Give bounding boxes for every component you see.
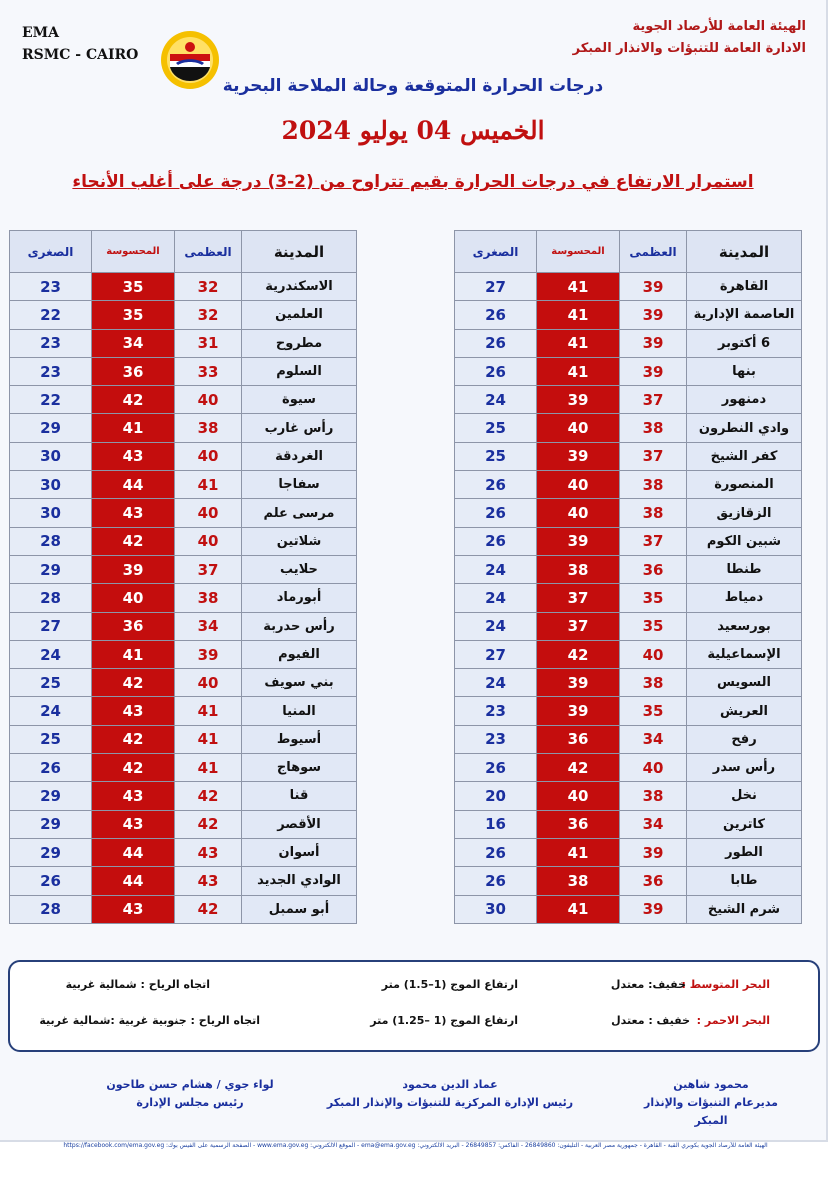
max-temp-cell: 32: [175, 273, 242, 301]
min-temp-cell: 20: [455, 782, 537, 810]
city-cell: مرسى علم: [242, 499, 357, 527]
temperature-table-left: [9, 230, 357, 924]
org-abbrev: EMA: [22, 25, 60, 41]
min-temp-cell: 23: [455, 697, 537, 725]
min-temp-cell: 24: [455, 555, 537, 583]
city-cell: رأس سدر: [687, 754, 802, 782]
max-temp-cell: 33: [175, 357, 242, 385]
feels-like-cell: 42: [92, 669, 175, 697]
min-temp-cell: 26: [455, 357, 537, 385]
org-name: الهيئة العامة للأرصاد الجوية: [632, 19, 806, 34]
max-temp-cell: 41: [175, 754, 242, 782]
header-city: المدينة: [687, 231, 802, 273]
table-header-row: [10, 231, 357, 273]
min-temp-cell: 29: [10, 555, 92, 583]
table-row: [455, 725, 802, 753]
table-row: [10, 838, 357, 866]
city-cell: الغردقة: [242, 442, 357, 470]
table-row: [455, 555, 802, 583]
table-row: [10, 329, 357, 357]
table-row: [455, 301, 802, 329]
table-row: [10, 442, 357, 470]
city-cell: طنطا: [687, 555, 802, 583]
max-temp-cell: 40: [175, 669, 242, 697]
department-name: الادارة العامة للتنبؤات والانذار المبكر: [572, 41, 806, 56]
org-header-english: [22, 22, 138, 66]
city-cell: بنها: [687, 357, 802, 385]
max-temp-cell: 38: [620, 471, 687, 499]
feels-like-cell: 44: [92, 471, 175, 499]
min-temp-cell: 26: [455, 329, 537, 357]
city-cell: بني سويف: [242, 669, 357, 697]
max-temp-cell: 43: [175, 838, 242, 866]
max-temp-cell: 38: [620, 782, 687, 810]
table-row: [455, 584, 802, 612]
min-temp-cell: 23: [10, 357, 92, 385]
min-temp-cell: 22: [10, 301, 92, 329]
feels-like-cell: 39: [537, 442, 620, 470]
red-sea-label: البحر الاحمر :: [696, 1014, 770, 1027]
table-row: [10, 669, 357, 697]
min-temp-cell: 16: [455, 810, 537, 838]
table-row: [455, 499, 802, 527]
header-min: الصغرى: [10, 231, 92, 273]
red-sea-row: [10, 1014, 818, 1036]
med-sea-row: [10, 978, 818, 1000]
table-row: [455, 414, 802, 442]
signatory-name: محمود شاهين: [673, 1078, 749, 1091]
feels-like-cell: 40: [537, 471, 620, 499]
max-temp-cell: 39: [620, 895, 687, 923]
table-row: [10, 414, 357, 442]
feels-like-cell: 42: [92, 386, 175, 414]
city-cell: دمنهور: [687, 386, 802, 414]
header-max: العظمى: [620, 231, 687, 273]
min-temp-cell: 26: [455, 527, 537, 555]
min-temp-cell: 27: [455, 640, 537, 668]
table-row: [10, 810, 357, 838]
signatory-name: لواء جوي / هشام حسن طاحون: [106, 1078, 274, 1091]
feels-like-cell: 44: [92, 867, 175, 895]
table-row: [10, 640, 357, 668]
max-temp-cell: 31: [175, 329, 242, 357]
max-temp-cell: 34: [620, 810, 687, 838]
table-row: [455, 273, 802, 301]
table-row: [455, 867, 802, 895]
max-temp-cell: 39: [620, 357, 687, 385]
feels-like-cell: 41: [537, 838, 620, 866]
red-sea-wind: اتجاه الرياح : جنوبية غربية :شمالية غربية: [39, 1014, 260, 1027]
org-header-arabic: [573, 16, 806, 60]
signature-left: [95, 1076, 285, 1112]
max-temp-cell: 37: [175, 555, 242, 583]
med-sea-label: البحر المتوسط :: [681, 978, 770, 991]
city-cell: رأس غارب: [242, 414, 357, 442]
min-temp-cell: 23: [10, 273, 92, 301]
min-temp-cell: 24: [455, 386, 537, 414]
min-temp-cell: 26: [10, 867, 92, 895]
max-temp-cell: 39: [175, 640, 242, 668]
feels-like-cell: 39: [537, 697, 620, 725]
max-temp-cell: 39: [620, 329, 687, 357]
city-cell: طابا: [687, 867, 802, 895]
header-city: المدينة: [242, 231, 357, 273]
table-row: [10, 584, 357, 612]
temperature-table-right: [454, 230, 802, 924]
max-temp-cell: 35: [620, 697, 687, 725]
min-temp-cell: 22: [10, 386, 92, 414]
signature-center: [320, 1076, 580, 1112]
city-cell: بورسعيد: [687, 612, 802, 640]
feels-like-cell: 43: [92, 895, 175, 923]
min-temp-cell: 23: [10, 329, 92, 357]
table-row: [455, 697, 802, 725]
feels-like-cell: 43: [92, 782, 175, 810]
feels-like-cell: 42: [92, 527, 175, 555]
feels-like-cell: 42: [537, 640, 620, 668]
city-cell: الزقازيق: [687, 499, 802, 527]
table-row: [455, 329, 802, 357]
city-cell: دمياط: [687, 584, 802, 612]
red-sea-wave: ارتفاع الموج (1 –1.25) متر: [370, 1014, 518, 1027]
city-cell: شبين الكوم: [687, 527, 802, 555]
table-header-row: [455, 231, 802, 273]
table-row: [10, 725, 357, 753]
city-cell: كاترين: [687, 810, 802, 838]
city-cell: شرم الشيخ: [687, 895, 802, 923]
feels-like-cell: 42: [537, 754, 620, 782]
feels-like-cell: 39: [537, 386, 620, 414]
max-temp-cell: 36: [620, 867, 687, 895]
min-temp-cell: 24: [455, 584, 537, 612]
min-temp-cell: 24: [455, 612, 537, 640]
feels-like-cell: 36: [537, 725, 620, 753]
max-temp-cell: 40: [175, 442, 242, 470]
feels-like-cell: 40: [537, 782, 620, 810]
header-feel: المحسوسة: [537, 231, 620, 273]
marine-conditions-box: [8, 960, 820, 1052]
table-row: [455, 838, 802, 866]
table-row: [10, 754, 357, 782]
city-cell: رأس حدربة: [242, 612, 357, 640]
min-temp-cell: 28: [10, 895, 92, 923]
table-row: [455, 640, 802, 668]
feels-like-cell: 35: [92, 273, 175, 301]
min-temp-cell: 28: [10, 584, 92, 612]
feels-like-cell: 40: [537, 414, 620, 442]
table-row: [10, 301, 357, 329]
table-row: [10, 895, 357, 923]
max-temp-cell: 41: [175, 725, 242, 753]
feels-like-cell: 41: [92, 414, 175, 442]
table-row: [455, 442, 802, 470]
signatory-title: رئيس مجلس الإدارة: [136, 1096, 244, 1109]
max-temp-cell: 34: [620, 725, 687, 753]
table-row: [455, 612, 802, 640]
feels-like-cell: 39: [537, 669, 620, 697]
city-cell: الوادي الجديد: [242, 867, 357, 895]
min-temp-cell: 29: [10, 782, 92, 810]
max-temp-cell: 40: [175, 499, 242, 527]
city-cell: أبو سمبل: [242, 895, 357, 923]
city-cell: أبورماد: [242, 584, 357, 612]
max-temp-cell: 40: [175, 386, 242, 414]
min-temp-cell: 27: [455, 273, 537, 301]
max-temp-cell: 37: [620, 527, 687, 555]
min-temp-cell: 26: [455, 838, 537, 866]
min-temp-cell: 29: [10, 414, 92, 442]
min-temp-cell: 27: [10, 612, 92, 640]
city-cell: مطروح: [242, 329, 357, 357]
table-row: [10, 612, 357, 640]
feels-like-cell: 40: [537, 499, 620, 527]
min-temp-cell: 24: [10, 640, 92, 668]
feels-like-cell: 43: [92, 697, 175, 725]
city-cell: الفيوم: [242, 640, 357, 668]
min-temp-cell: 26: [10, 754, 92, 782]
city-cell: السلوم: [242, 357, 357, 385]
max-temp-cell: 37: [620, 442, 687, 470]
signature-right: [626, 1076, 796, 1130]
header-feel: المحسوسة: [92, 231, 175, 273]
feels-like-cell: 35: [92, 301, 175, 329]
feels-like-cell: 37: [537, 612, 620, 640]
table-row: [10, 357, 357, 385]
feels-like-cell: 41: [92, 640, 175, 668]
city-cell: القاهرة: [687, 273, 802, 301]
med-sea-wave: ارتفاع الموج (1–1.5) متر: [381, 978, 518, 991]
min-temp-cell: 25: [455, 414, 537, 442]
min-temp-cell: 26: [455, 301, 537, 329]
feels-like-cell: 41: [537, 301, 620, 329]
max-temp-cell: 41: [175, 697, 242, 725]
city-cell: المنيا: [242, 697, 357, 725]
max-temp-cell: 32: [175, 301, 242, 329]
city-cell: رفح: [687, 725, 802, 753]
feels-like-cell: 43: [92, 442, 175, 470]
forecast-date: الخميس 04 يوليو 2024: [281, 116, 545, 145]
max-temp-cell: 37: [620, 386, 687, 414]
table-row: [455, 357, 802, 385]
max-temp-cell: 39: [620, 301, 687, 329]
feels-like-cell: 38: [537, 867, 620, 895]
max-temp-cell: 35: [620, 584, 687, 612]
max-temp-cell: 42: [175, 895, 242, 923]
max-temp-cell: 36: [620, 555, 687, 583]
max-temp-cell: 38: [175, 414, 242, 442]
table-row: [455, 527, 802, 555]
feels-like-cell: 40: [92, 584, 175, 612]
table-row: [455, 386, 802, 414]
signatory-title: رئيس الإدارة المركزية للتنبؤات والإنذار المبكر: [326, 1096, 574, 1109]
min-temp-cell: 24: [10, 697, 92, 725]
max-temp-cell: 42: [175, 810, 242, 838]
city-cell: العلمين: [242, 301, 357, 329]
table-row: [455, 810, 802, 838]
feels-like-cell: 37: [537, 584, 620, 612]
city-cell: شلاتين: [242, 527, 357, 555]
max-temp-cell: 38: [620, 499, 687, 527]
red-sea-state: خفيف : معتدل: [611, 1014, 690, 1027]
table-row: [455, 471, 802, 499]
city-cell: المنصورة: [687, 471, 802, 499]
forecast-summary: استمرار الارتفاع في درجات الحرارة بقيم تتراوح من (2-3) درجة على أغلب الأنحاء: [72, 172, 754, 192]
feels-like-cell: 36: [92, 612, 175, 640]
max-temp-cell: 38: [620, 669, 687, 697]
max-temp-cell: 43: [175, 867, 242, 895]
max-temp-cell: 38: [175, 584, 242, 612]
table-row: [455, 895, 802, 923]
min-temp-cell: 29: [10, 838, 92, 866]
contact-footer: الهيئة العامة للأرصاد الجوية بكوبري القبة - القاهرة - جمهورية مصر العربية - التليفون: 26849860 - الفاكس: 26849857 - البريد الالكتروني: ema@ema.gov.eg - الموقع الالكتروني: www.ema.gov.eg - الصفحة الرسمية على الفيس بوك: https://facebook.com/ema.gov.eg: [63, 1142, 768, 1149]
table-row: [10, 697, 357, 725]
city-cell: سيوة: [242, 386, 357, 414]
max-temp-cell: 38: [620, 414, 687, 442]
city-cell: الطور: [687, 838, 802, 866]
table-row: [10, 273, 357, 301]
feels-like-cell: 42: [92, 725, 175, 753]
city-cell: وادي النطرون: [687, 414, 802, 442]
table-row: [10, 782, 357, 810]
max-temp-cell: 41: [175, 471, 242, 499]
feels-like-cell: 41: [537, 895, 620, 923]
feels-like-cell: 36: [92, 357, 175, 385]
city-cell: الأقصر: [242, 810, 357, 838]
header-min: الصغرى: [455, 231, 537, 273]
min-temp-cell: 25: [455, 442, 537, 470]
table-row: [10, 471, 357, 499]
feels-like-cell: 41: [537, 329, 620, 357]
min-temp-cell: 26: [455, 754, 537, 782]
city-cell: نخل: [687, 782, 802, 810]
feels-like-cell: 34: [92, 329, 175, 357]
table-row: [455, 669, 802, 697]
max-temp-cell: 42: [175, 782, 242, 810]
min-temp-cell: 28: [10, 527, 92, 555]
max-temp-cell: 35: [620, 612, 687, 640]
med-sea-wind: اتجاه الرياح : شمالية غربية: [65, 978, 210, 991]
max-temp-cell: 34: [175, 612, 242, 640]
min-temp-cell: 24: [455, 669, 537, 697]
city-cell: كفر الشيخ: [687, 442, 802, 470]
feels-like-cell: 43: [92, 499, 175, 527]
city-cell: الإسماعيلية: [687, 640, 802, 668]
feels-like-cell: 36: [537, 810, 620, 838]
min-temp-cell: 25: [10, 669, 92, 697]
min-temp-cell: 30: [10, 499, 92, 527]
city-cell: حلايب: [242, 555, 357, 583]
signatory-name: عماد الدين محمود: [402, 1078, 498, 1091]
table-row: [455, 754, 802, 782]
feels-like-cell: 38: [537, 555, 620, 583]
city-cell: قنا: [242, 782, 357, 810]
table-row: [10, 527, 357, 555]
max-temp-cell: 40: [620, 640, 687, 668]
city-cell: 6 أكتوبر: [687, 329, 802, 357]
max-temp-cell: 39: [620, 273, 687, 301]
min-temp-cell: 23: [455, 725, 537, 753]
city-cell: العاصمة الإدارية: [687, 301, 802, 329]
feels-like-cell: 41: [537, 273, 620, 301]
city-cell: سوهاج: [242, 754, 357, 782]
header-max: العظمى: [175, 231, 242, 273]
max-temp-cell: 40: [175, 527, 242, 555]
page-title: درجات الحرارة المتوقعة وحالة الملاحة البحرية: [222, 76, 604, 96]
rsmc-label: RSMC - CAIRO: [22, 47, 139, 63]
table-row: [10, 386, 357, 414]
city-cell: السويس: [687, 669, 802, 697]
max-temp-cell: 40: [620, 754, 687, 782]
feels-like-cell: 42: [92, 754, 175, 782]
min-temp-cell: 26: [455, 867, 537, 895]
feels-like-cell: 44: [92, 838, 175, 866]
max-temp-cell: 39: [620, 838, 687, 866]
min-temp-cell: 26: [455, 471, 537, 499]
table-row: [10, 867, 357, 895]
table-row: [10, 499, 357, 527]
table-row: [10, 555, 357, 583]
feels-like-cell: 39: [92, 555, 175, 583]
feels-like-cell: 39: [537, 527, 620, 555]
feels-like-cell: 43: [92, 810, 175, 838]
city-cell: أسوان: [242, 838, 357, 866]
city-cell: العريش: [687, 697, 802, 725]
city-cell: سفاجا: [242, 471, 357, 499]
city-cell: أسيوط: [242, 725, 357, 753]
min-temp-cell: 30: [10, 442, 92, 470]
med-sea-state: خفيف: معتدل: [610, 978, 686, 991]
feels-like-cell: 41: [537, 357, 620, 385]
min-temp-cell: 29: [10, 810, 92, 838]
city-cell: الاسكندرية: [242, 273, 357, 301]
signatory-title: مديرعام التنبؤات والإنذار المبكر: [644, 1096, 778, 1127]
min-temp-cell: 26: [455, 499, 537, 527]
min-temp-cell: 25: [10, 725, 92, 753]
table-row: [455, 782, 802, 810]
min-temp-cell: 30: [455, 895, 537, 923]
min-temp-cell: 30: [10, 471, 92, 499]
